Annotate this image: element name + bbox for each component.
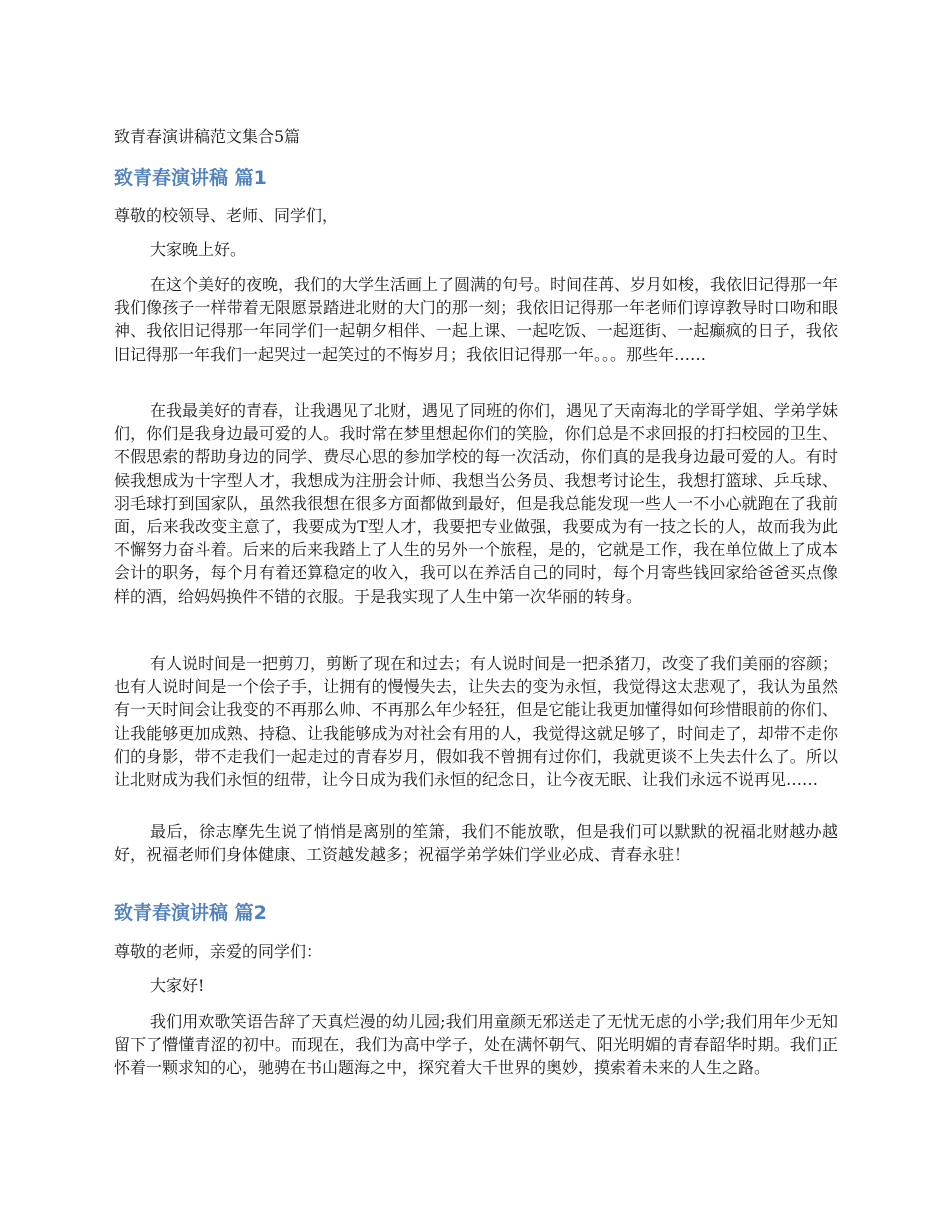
body-paragraph: 在这个美好的夜晚，我们的大学生活画上了圆满的句号。时间荏苒、岁月如梭，我依旧记得那一年我们像孩子一样带着无限愿景踏进北财的大门的那一刻；我依旧记得那一年老师们谆谆教导时口吻和眼神、我依旧记得那一年同学们一起朝夕相伴、一起上课、一起吃饭、一起逛街、一起癫疯的日子，我依旧记得那一年我们一起哭过一起笑过的不悔岁月；我依旧记得那一年。。。那些年…… — [114, 275, 839, 364]
section-heading-2: 致青春演讲稿 篇2 — [114, 902, 267, 924]
greeting-paragraph: 大家晚上好。 — [150, 240, 247, 259]
closing-paragraph: 最后，徐志摩先生说了悄悄是离别的笙箫，我们不能放歌，但是我们可以默默的祝福北财越办越好，祝福老师们身体健康、工资越发越多；祝福学弟学妹们学业必成、青春永驻！ — [114, 822, 838, 865]
salutation-paragraph: 尊敬的校领导、老师、同学们， — [114, 206, 339, 225]
document-title: 致青春演讲稿范文集合5篇 — [114, 127, 301, 146]
greeting-paragraph: 大家好! — [150, 976, 205, 995]
body-paragraph: 我们用欢歌笑语告辞了天真烂漫的幼儿园;我们用童颜无邪送走了无忧无虑的小学;我们用年少无知留下了懵懂青涩的初中。而现在，我们为高中学子，处在满怀朝气、阳光明媚的青春韶华时期。我们正怀着一颗求知的心，驰骋在书山题海之中，探究着大千世界的奥妙，摸索着未来的人生之路。 — [114, 1012, 838, 1078]
section-heading-1: 致青春演讲稿 篇1 — [114, 167, 267, 189]
body-paragraph: 有人说时间是一把剪刀，剪断了现在和过去；有人说时间是一把杀猪刀，改变了我们美丽的容颜；也有人说时间是一个侩子手，让拥有的慢慢失去，让失去的变为永恒，我觉得这太悲观了，我认为虽然有一天时间会让我变的不再那么帅、不再那么年少轻狂，但是它能让我更加懂得如何珍惜眼前的你们、让我能够更加成熟、持稳、让我能够成为对社会有用的人，我觉得这就足够了，时间走了，却带不走你们的身影，带不走我们一起走过的青春岁月，假如我不曾拥有过你们，我就更谈不上失去什么了。所以让北财成为我们永恒的纽带，让今日成为我们永恒的纪念日，让今夜无眠、让我们永远不说再见…… — [114, 654, 839, 790]
body-paragraph: 在我最美好的青春，让我遇见了北财，遇见了同班的你们，遇见了天南海北的学哥学姐、学弟学妹们，你们是我身边最可爱的人。我时常在梦里想起你们的笑脸，你们总是不求回报的打扫校园的卫生、不假思索的帮助身边的同学、费尽心思的参加学校的每一次活动，你们真的是我身边最可爱的人。有时候我想成为十字型人才，我想成为注册会计师、我想当公务员、我想考讨论生，我想打篮球、乒乓球、羽毛球打到国家队，虽然我很想在很多方面都做到最好，但是我总能发现一些人一不小心就跑在了我前面，后来我改变主意了，我要成为T型人才，我要把专业做强，我要成为有一技之长的人，故而我为此不懈努力奋斗着。后来的后来我踏上了人生的另外一个旅程，是的，它就是工作，我在单位做上了成本会计的职务，每个月有着还算稳定的收入，我可以在养活自己的同时，每个月寄些钱回家给爸爸买点像样的酒，给妈妈换件不错的衣服。于是我实现了人生中第一次华丽的转身。 — [114, 401, 839, 606]
salutation-paragraph: 尊敬的老师，亲爱的同学们： — [114, 942, 323, 961]
